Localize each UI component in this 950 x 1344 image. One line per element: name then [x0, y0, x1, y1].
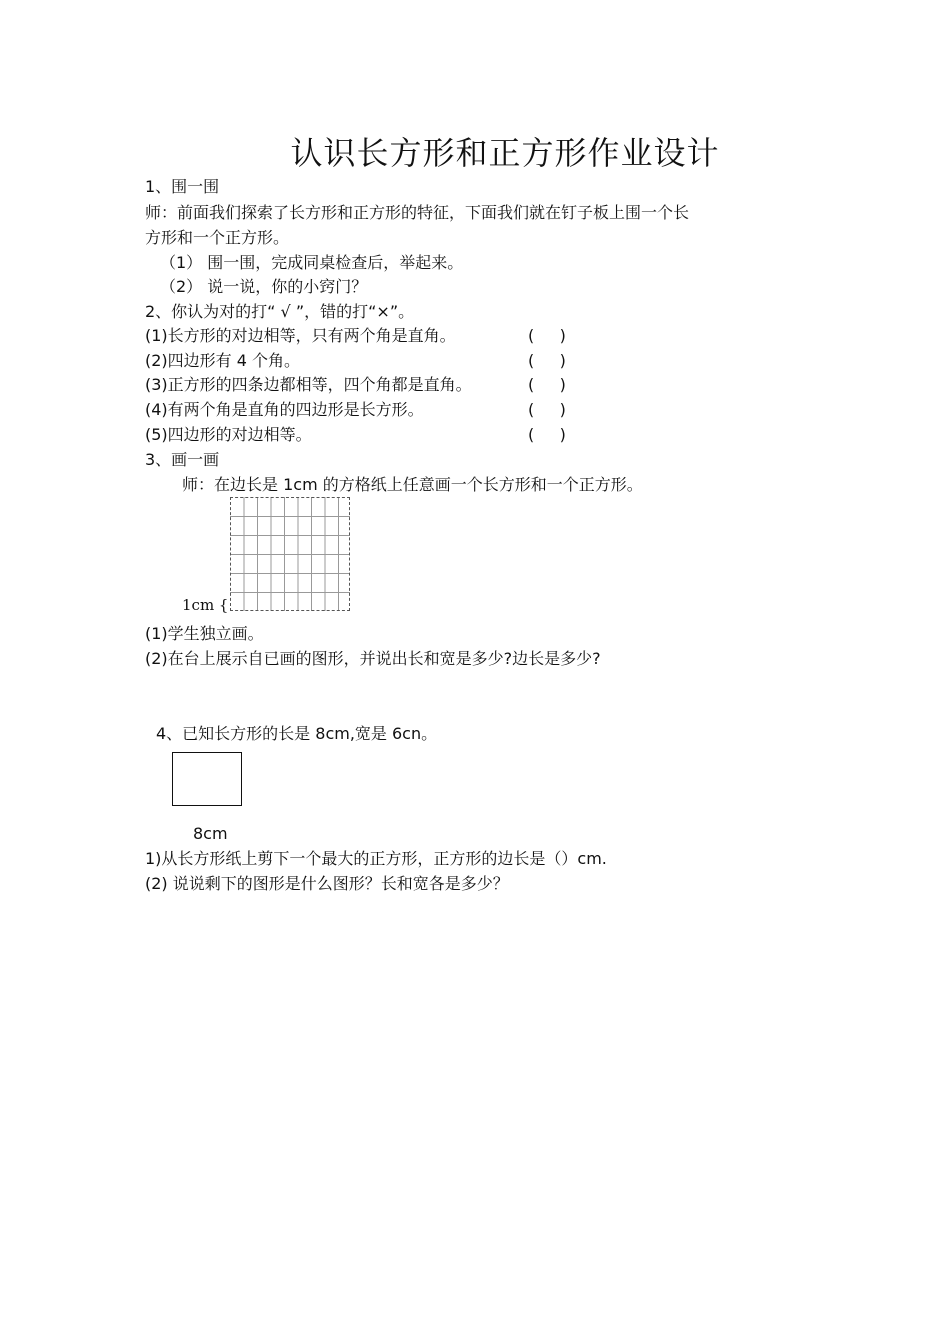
section-1-intro-line-1: 师：前面我们探索了长方形和正方形的特征，下面我们就在钉子板上围一个长 — [145, 203, 690, 222]
section-1-step-2: （2） 说一说，你的小窍门？ — [160, 277, 368, 296]
judgement-item-1: (1)长方形的对边相等，只有两个角是直角。 — [145, 326, 456, 345]
rectangle-length-label: 8cm — [193, 824, 228, 843]
document-title: 认识长方形和正方形作业设计 — [290, 134, 720, 172]
answer-parentheses-2: ( ) — [528, 351, 566, 370]
section-1-intro-line-2: 方形和一个正方形。 — [145, 228, 290, 247]
answer-parentheses-5: ( ) — [528, 425, 566, 444]
answer-parentheses-3: ( ) — [528, 375, 566, 394]
judgement-item-2: (2)四边形有 4 个角。 — [145, 351, 301, 370]
section-3-intro: 师：在边长是 1cm 的方格纸上任意画一个长方形和一个正方形。 — [182, 475, 643, 494]
section-2-heading: 2、你认为对的打“ √ ”，错的打“×”。 — [145, 302, 415, 321]
judgement-item-4: (4)有两个角是直角的四边形是长方形。 — [145, 400, 424, 419]
section-3-question-2: (2)在台上展示自已画的图形，并说出长和宽是多少?边长是多少? — [145, 649, 601, 668]
section-3-question-1: (1)学生独立画。 — [145, 624, 264, 643]
section-4-question-2: (2) 说说剩下的图形是什么图形？长和宽各是多少？ — [145, 874, 509, 893]
section-1-step-1: （1） 围一围，完成同桌检查后，举起来。 — [160, 253, 464, 272]
answer-parentheses-4: ( ) — [528, 400, 566, 419]
section-4-question-1: 1)从长方形纸上剪下一个最大的正方形，正方形的边长是（）cm. — [145, 849, 607, 868]
answer-parentheses-1: ( ) — [528, 326, 566, 345]
grid-paper — [230, 497, 350, 611]
judgement-item-3: (3)正方形的四条边都相等，四个角都是直角。 — [145, 375, 472, 394]
section-4-heading: 4、已知长方形的长是 8cm,宽是 6cn。 — [156, 724, 438, 743]
section-3-heading: 3、画一画 — [145, 450, 220, 469]
section-1-heading: 1、围一围 — [145, 177, 220, 196]
judgement-item-5: (5)四边形的对边相等。 — [145, 425, 312, 444]
rectangle-figure — [172, 752, 242, 806]
grid-scale-label: 1cm { — [182, 596, 229, 614]
